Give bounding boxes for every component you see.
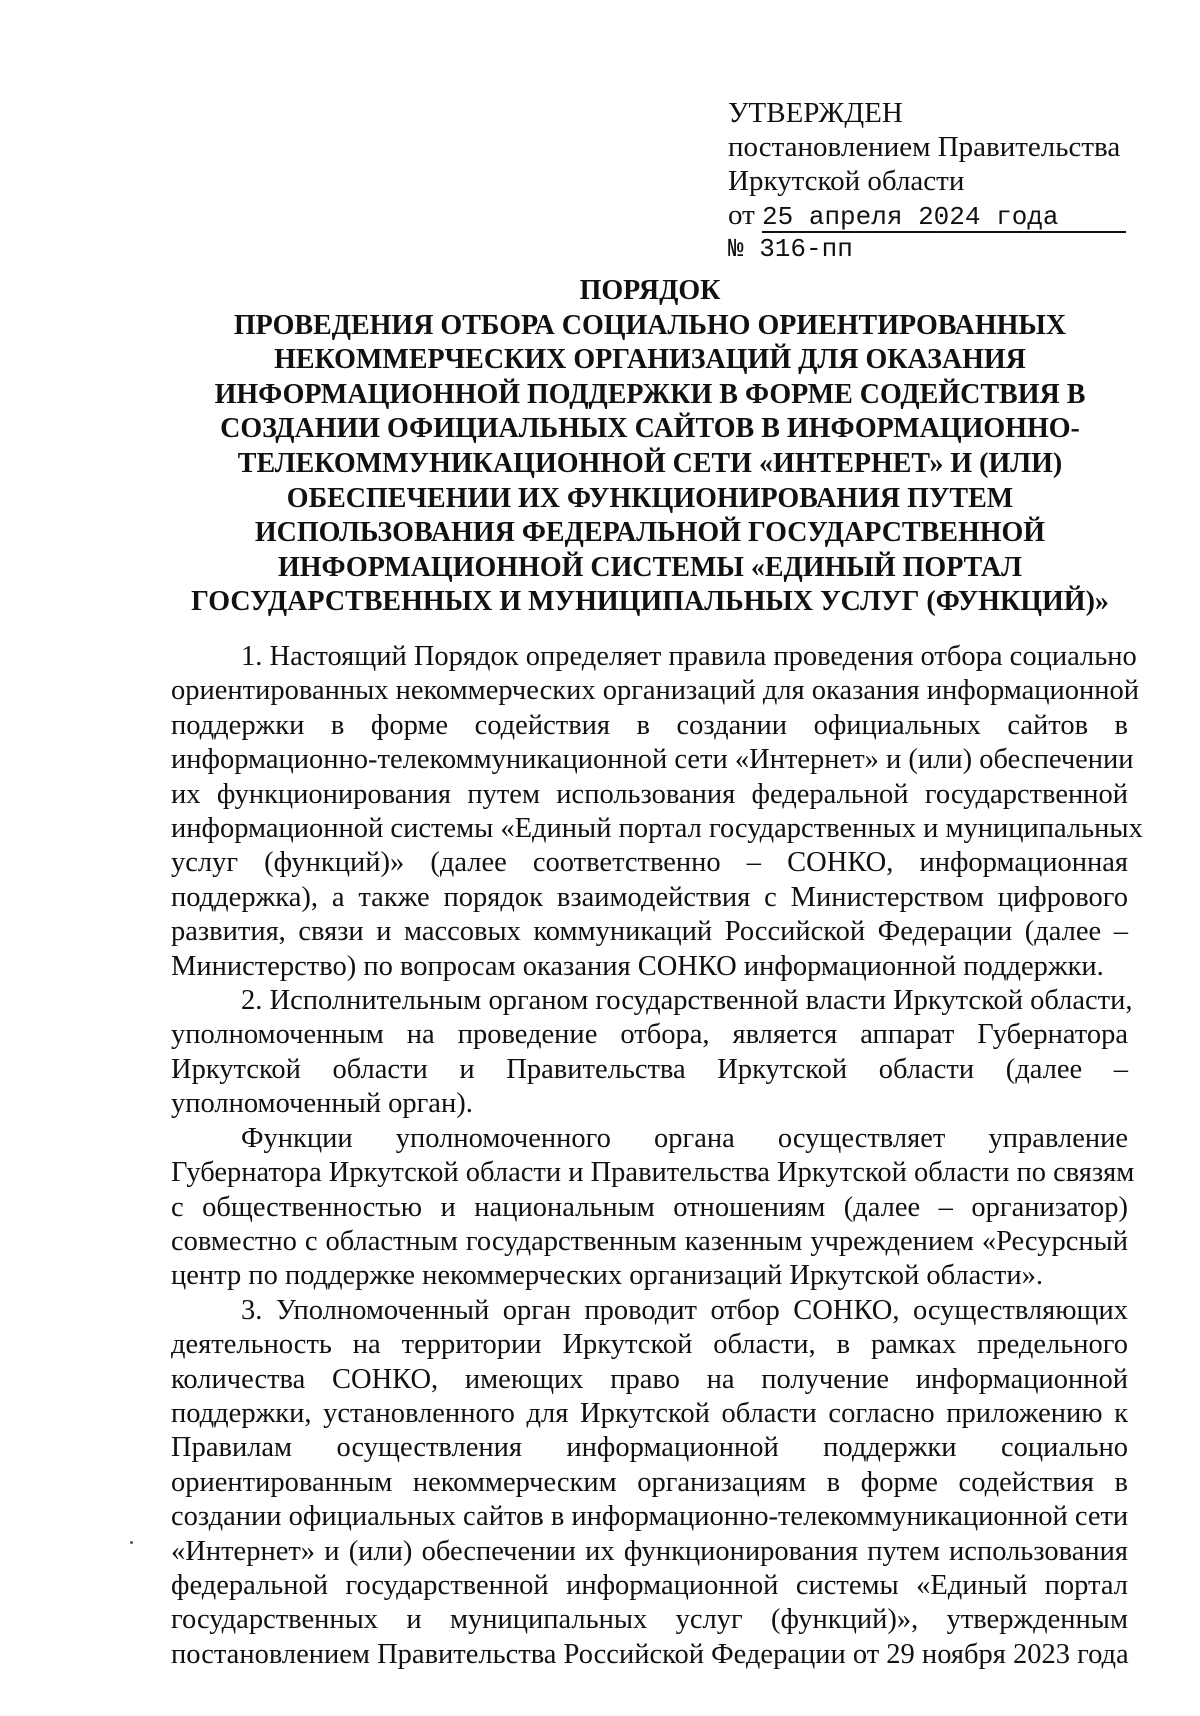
text-line: количества СОНКО, имеющих право на получение информационной bbox=[171, 1363, 1128, 1395]
approval-heading: УТВЕРЖДЕН bbox=[728, 97, 903, 129]
approval-block bbox=[728, 96, 1128, 265]
text-line: Иркутской области и Правительства Иркутской области (далее – bbox=[171, 1053, 1128, 1085]
text-line: совместно с областным государственным казенным учреждением «Ресурсный bbox=[171, 1225, 1128, 1257]
text-line: развития, связи и массовых коммуникаций Российской Федерации (далее – bbox=[171, 916, 1128, 948]
title-line: ОБЕСПЕЧЕНИИ ИХ ФУНКЦИОНИРОВАНИЯ ПУТЕМ bbox=[286, 482, 1014, 514]
text-line: поддержка), а также порядок взаимодействия с Министерством цифрового bbox=[171, 881, 1128, 913]
text-line: Правилам осуществления информационной поддержки социально bbox=[171, 1432, 1128, 1464]
text-line: 2. Исполнительным органом государственной власти Иркутской области, bbox=[241, 985, 1133, 1017]
title-line: ИСПОЛЬЗОВАНИЯ ФЕДЕРАЛЬНОЙ ГОСУДАРСТВЕННОЙ bbox=[254, 517, 1046, 549]
text-line: уполномоченным на проведение отбора, является аппарат Губернатора bbox=[171, 1019, 1128, 1051]
text-line: услуг (функций)» (далее соответственно – СОНКО, информационная bbox=[171, 847, 1128, 879]
approval-date-prefix: от bbox=[728, 199, 755, 231]
approval-date-value: 25 апреля 2024 года bbox=[762, 203, 1126, 233]
text-line: ориентированным некоммерческим организациям в форме содействия в bbox=[171, 1466, 1128, 1498]
text-line: их функционирования путем использования федеральной государственной bbox=[171, 778, 1128, 810]
text-line: информационно-телекоммуникационной сети «Интернет» и (или) обеспечении bbox=[171, 744, 1134, 776]
document-title bbox=[160, 274, 1140, 620]
text-line: Функции уполномоченного органа осуществляет управление bbox=[241, 1122, 1128, 1154]
document-body bbox=[171, 640, 1143, 1672]
text-line: 1. Настоящий Порядок определяет правила проведения отбора социально bbox=[241, 641, 1137, 672]
title-line: ПРОВЕДЕНИЯ ОТБОРА СОЦИАЛЬНО ОРИЕНТИРОВАННЫХ bbox=[233, 309, 1067, 341]
text-line: создании официальных сайтов в информационно-телекоммуникационной сети bbox=[171, 1501, 1129, 1533]
title-line: ГОСУДАРСТВЕННЫХ И МУНИЦИПАЛЬНЫХ УСЛУГ (ФУНКЦИЙ)» bbox=[191, 586, 1109, 618]
text-line: постановлением Правительства Российской Федерации от 29 ноября 2023 года bbox=[171, 1638, 1129, 1670]
text-line: Губернатора Иркутской области и Правительства Иркутской области по связям bbox=[171, 1157, 1135, 1189]
text-line: 3. Уполномоченный орган проводит отбор СОНКО, осуществляющих bbox=[241, 1294, 1128, 1326]
paragraph-4 bbox=[171, 1294, 1128, 1672]
approval-line-2: Иркутской области bbox=[728, 165, 965, 197]
title-line: НЕКОММЕРЧЕСКИХ ОРГАНИЗАЦИЙ ДЛЯ ОКАЗАНИЯ bbox=[274, 344, 1026, 376]
approval-number: № 316-пп bbox=[728, 234, 853, 264]
title-line: ИНФОРМАЦИОННОЙ ПОДДЕРЖКИ В ФОРМЕ СОДЕЙСТВИЯ В bbox=[214, 378, 1086, 410]
text-line: поддержки в форме содействия в создании официальных сайтов в bbox=[171, 709, 1128, 741]
text-line: ориентированных некоммерческих организаций для оказания информационной bbox=[171, 675, 1140, 707]
paragraph-2 bbox=[171, 984, 1133, 1122]
text-line: уполномоченный орган). bbox=[171, 1088, 473, 1120]
text-line: деятельность на территории Иркутской области, в рамках предельного bbox=[171, 1329, 1128, 1361]
text-line: «Интернет» и (или) обеспечении их функционирования путем использования bbox=[171, 1535, 1128, 1567]
paragraph-1 bbox=[171, 640, 1143, 984]
text-line: информационной системы «Единый портал государственных и муниципальных bbox=[171, 813, 1143, 845]
title-line: ПОРЯДОК bbox=[579, 275, 721, 306]
approval-date-line bbox=[728, 198, 1128, 233]
scan-speck bbox=[130, 1541, 133, 1544]
text-line: федеральной государственной информационной системы «Единый портал bbox=[171, 1569, 1128, 1601]
title-line: ИНФОРМАЦИОННОЙ СИСТЕМЫ «ЕДИНЫЙ ПОРТАЛ bbox=[277, 551, 1023, 583]
approval-line-1: постановлением Правительства bbox=[728, 131, 1121, 163]
paragraph-3 bbox=[171, 1122, 1135, 1294]
text-line: центр по поддержке некоммерческих организаций Иркутской области». bbox=[171, 1260, 1044, 1292]
text-line: Министерство) по вопросам оказания СОНКО информационной поддержки. bbox=[171, 950, 1104, 982]
text-line: поддержки, установленного для Иркутской области согласно приложению к bbox=[171, 1397, 1128, 1429]
text-line: с общественностью и национальным отношениям (далее – организатор) bbox=[171, 1191, 1128, 1223]
title-line: ТЕЛЕКОММУНИКАЦИОННОЙ СЕТИ «ИНТЕРНЕТ» И (ИЛИ) bbox=[237, 447, 1063, 479]
title-line: СОЗДАНИИ ОФИЦИАЛЬНЫХ САЙТОВ В ИНФОРМАЦИОННО- bbox=[220, 413, 1080, 445]
text-line: государственных и муниципальных услуг (функций)», утвержденным bbox=[171, 1604, 1128, 1636]
